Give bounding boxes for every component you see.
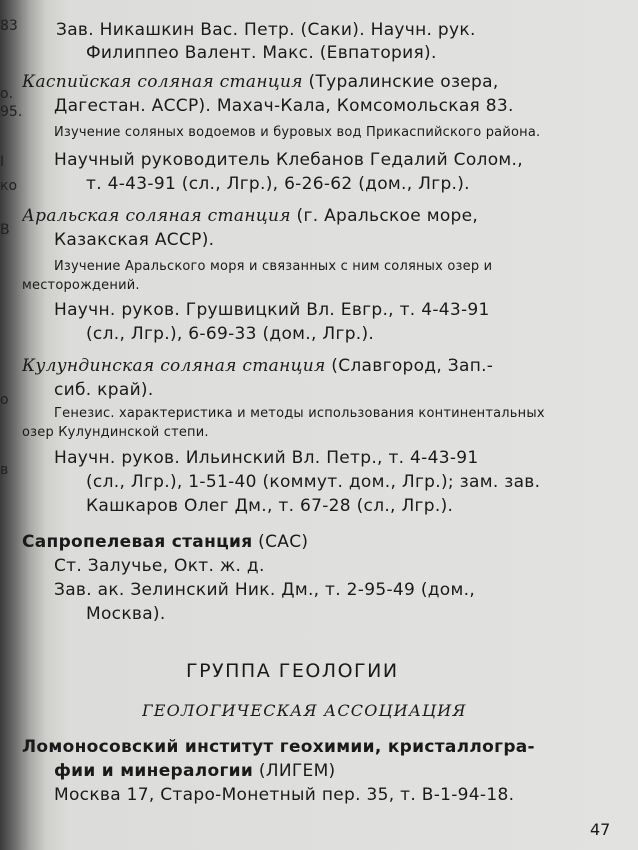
margin-fragment: В [0, 222, 10, 238]
entry-heading [54, 761, 335, 781]
entry-text-line: Казакская АССР). [54, 230, 215, 250]
margin-fragment: 95. [0, 104, 22, 120]
margin-fragment: 83 [0, 18, 18, 34]
entry-text-line: Зав. ак. Зелинский Ник. Дм., т. 2-95-49 (дом., [54, 580, 476, 600]
margin-fragment: в [0, 462, 9, 478]
entry-description: Изучение соляных водоемов и буровых вод Прикаспийского района. [54, 125, 541, 140]
section-subtitle: ГЕОЛОГИЧЕСКАЯ АССОЦИАЦИЯ [142, 701, 467, 720]
entry-text-line: Научный руководитель Клебанов Гедалий Солом., [54, 150, 523, 170]
entry-text-line: (сл., Лгр.), 1-51-40 (коммут. дом., Лгр.); зам. зав. [86, 472, 541, 492]
entry-heading [22, 206, 478, 226]
previous-page-margin [0, 0, 22, 850]
entry-text-line: Кашкаров Олег Дм., т. 67-28 (сл., Лгр.). [86, 496, 454, 516]
entry-text-line: Зав. Никашкин Вас. Петр. (Саки). Научн. рук. [56, 20, 476, 40]
entry-title-rest: (САС) [258, 532, 309, 552]
entry-description: Генезис. характеристика и методы использования континентальных [54, 406, 545, 421]
entry-text-line: (сл., Лгр.), 6-69-33 (дом., Лгр.). [86, 324, 375, 344]
entry-text-line: сиб. край). [54, 380, 154, 400]
entry-text-line: Ст. Залучье, Окт. ж. д. [54, 556, 265, 576]
margin-fragment: о [0, 392, 9, 408]
entry-title-rest: (ЛИГЕМ) [258, 761, 336, 781]
entry-text-line: Научн. руков. Грушвицкий Вл. Евгр., т. 4-43-91 [54, 300, 490, 320]
entry-title: Аральская соляная станция [22, 206, 291, 226]
entry-title-rest: (Славгород, Зап.- [331, 356, 494, 376]
entry-title: фии и минералогии [54, 761, 254, 781]
page-number: 47 [590, 820, 611, 839]
entry-description: Изучение Аральского моря и связанных с ним соляных озер и [54, 259, 493, 274]
entry-heading [22, 532, 308, 552]
entry-heading [22, 356, 493, 376]
margin-fragment: ко [0, 178, 18, 194]
entry-text-line: Москва 17, Старо-Монетный пер. 35, т. В-1-94-18. [54, 785, 515, 805]
entry-text-line: Научн. руков. Ильинский Вл. Петр., т. 4-43-91 [54, 448, 479, 468]
entry-title-rest: (г. Аральское море, [296, 206, 479, 226]
entry-text-line: Филиппео Валент. Макс. (Евпатория). [86, 43, 437, 63]
entry-text-line: Москва). [86, 604, 166, 624]
entry-title: Кулундинская соляная станция [22, 356, 326, 376]
entry-text-line: т. 4-43-91 (сл., Лгр.), 6-26-62 (дом., Лгр.). [86, 174, 470, 194]
entry-title: Сапропелевая станция [22, 532, 253, 552]
margin-fragment: о. [0, 86, 14, 102]
entry-description: озер Кулундинской степи. [22, 425, 209, 440]
margin-fragment: I [0, 154, 5, 170]
entry-title-rest: (Туралинские озера, [308, 72, 499, 92]
entry-heading [22, 72, 499, 92]
section-title: ГРУППА ГЕОЛОГИИ [186, 660, 399, 682]
entry-title: Ломоносовский институт геохимии, кристаллогра- [22, 737, 535, 757]
entry-title: Каспийская соляная станция [22, 72, 303, 92]
entry-description: месторождений. [22, 278, 140, 293]
entry-text-line: Дагестан. АССР). Махач-Кала, Комсомольская 83. [54, 96, 514, 116]
